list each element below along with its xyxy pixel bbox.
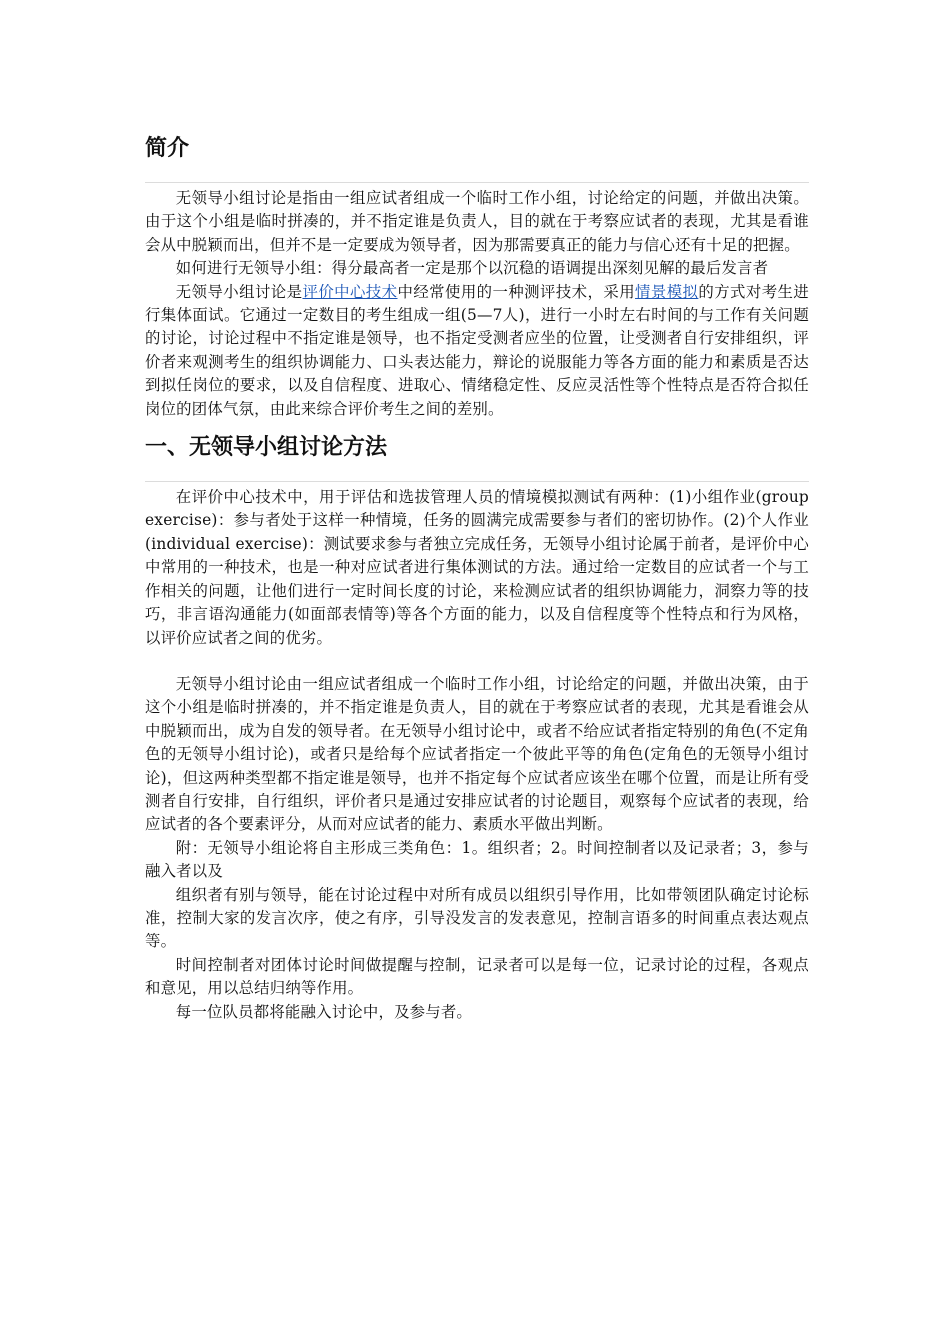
intro-divider: [145, 182, 809, 183]
intro-p3-text-1: 无领导小组讨论是: [175, 282, 303, 301]
assessment-center-link[interactable]: 评价中心技术: [302, 282, 398, 301]
section1-paragraph-2: 无领导小组讨论由一组应试者组成一个临时工作小组，讨论给定的问题，并做出决策，由于这个小组是临时拼凑的，并不指定谁是负责人，目的就在于考察应试者的表现，尤其是看谁会从中脱颖而出，成为自发的领导者。在无领导小组讨论中，或者不给应试者指定特别的角色(不定角色的无领导小组讨论)，或者只是给每个应试者指定一个彼此平等的角色(定角色的无领导小组讨论)，但这两种类型都不指定谁是领导，也并不指定每个应试者应该坐在哪个位置，而是让所有受测者自行安排，自行组织，评价者只是通过安排应试者的讨论题目，观察每个应试者的表现，给应试者的各个要素评分，从而对应试者的能力、素质水平做出判断。: [145, 674, 809, 834]
section1-paragraph-5: 时间控制者对团体讨论时间做提醒与控制，记录者可以是每一位，记录讨论的过程，各观点和意见，用以总结归纳等作用。: [145, 955, 809, 998]
section1-paragraph-3: 附：无领导小组论将自主形成三类角色：1。组织者；2。时间控制者以及记录者；3，参与融入者以及: [145, 838, 809, 881]
intro-paragraph-3: [145, 281, 809, 421]
section1-heading: 一、无领导小组讨论方法: [145, 435, 388, 461]
paragraph-spacer: [145, 650, 809, 673]
section1-divider: [145, 481, 809, 482]
intro-heading: 简介: [145, 136, 190, 161]
document-page: [145, 128, 809, 1024]
section1-paragraph-4: 组织者有别与领导，能在讨论过程中对所有成员以组织引导作用，比如带领团队确定讨论标准，控制大家的发言次序，使之有序，引导没发言的发表意见，控制言语多的时间重点表达观点 等。: [145, 885, 809, 951]
intro-paragraph-2: 如何进行无领导小组：得分最高者一定是那个以沉稳的语调提出深刻见解的最后发言者: [175, 259, 769, 278]
intro-paragraph-1: 无领导小组讨论是指由一组应试者组成一个临时工作小组，讨论给定的问题，并做出决策。由于这个小组是临时拼凑的，并不指定谁是负责人，目的就在于考察应试者的表现，尤其是看谁会从中脱颖而出，但并不是一定要成为领导者，因为那需要真正的能力与信心还有十足的把握。: [145, 189, 809, 254]
section1-header: [145, 427, 809, 482]
section1-paragraph-1: 在评价中心技术中，用于评估和选拔管理人员的情境模拟测试有两种：(1)小组作业(group exercise)：参与者处于这样一种情境，任务的圆满完成需要参与者们的密切协作。(2)个人作业(individual exercise)：测试要求参与者独立完成任务，无领导小组讨论属于前者，是评价中心中常用的一种技术，也是一种对应试者进行集体测试的方法。通过给一定数目的应试者一个与工作相关的问题，让他们进行一定时间长度的讨论，来检测应试者的组织协调能力，洞察力等的技巧，非言语沟通能力(如面部表情等)等各个方面的能力，以及自信程度等个性特点和行为风格，以评价应试者之间的优劣。: [145, 488, 809, 647]
intro-p3-text-2: 中经常使用的一种测评技术，采用: [397, 282, 636, 301]
section1-paragraph-6: 每一位队员都将能融入讨论中，及参与者。: [175, 1002, 473, 1021]
situational-simulation-link[interactable]: 情景模拟: [635, 282, 699, 301]
intro-p3-text-3: 的方式对考生进行集体面试。它通过一定数目的考生组成一组(5—7人)，进行一小时左右时间的与工作有关问题的讨论，讨论过程中不指定谁是领导，也不指定受测者应坐的位置，让受测者自行安排组织，评价者来观测考生的组织协调能力、口头表达能力，辩论的说服能力等各方面的能力和素质是否达到拟任岗位的要求，以及自信程度、进取心、情绪稳定性、反应灵活性等个性特点是否符合拟任岗位的团体气氛，由此来综合评价考生之间的差别。: [145, 282, 809, 418]
